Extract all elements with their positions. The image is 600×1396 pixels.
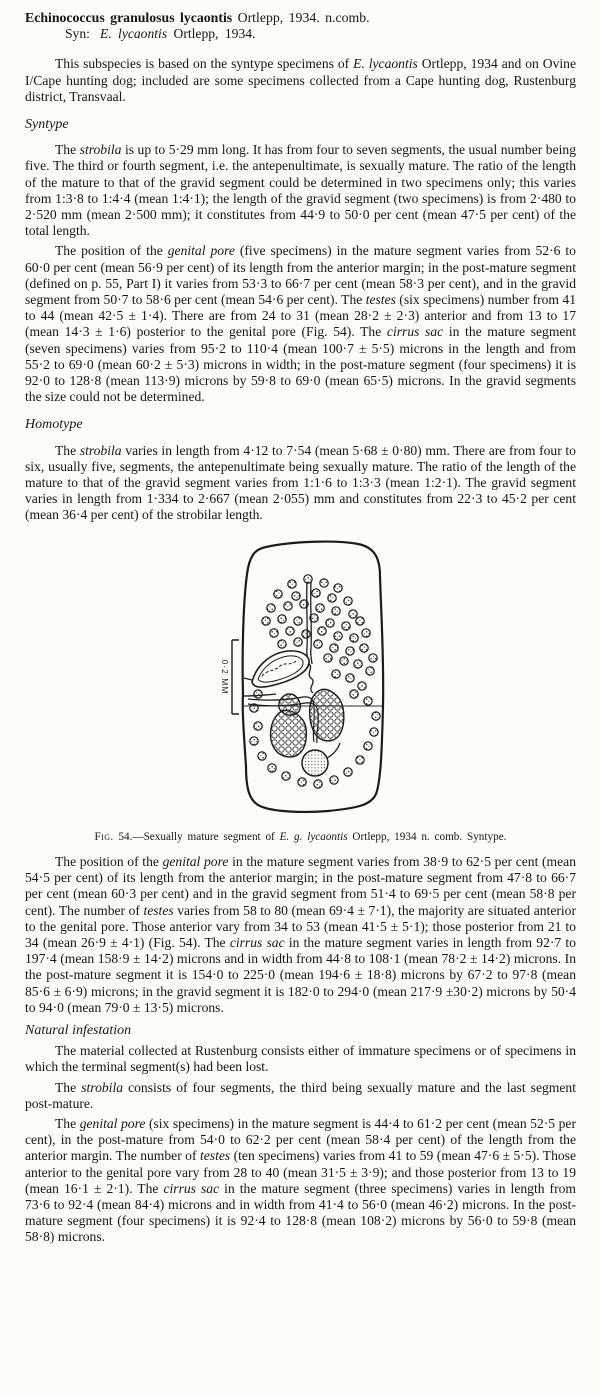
scale-bar — [232, 640, 239, 714]
natural-genital-pore-paragraph — [25, 1116, 576, 1246]
species-name: Echinococcus granulosus lycaontis — [25, 10, 233, 25]
figure-54-drawing — [208, 536, 393, 825]
text-run: The — [55, 142, 80, 158]
text-run: The — [55, 442, 80, 458]
natural-material-paragraph — [25, 1043, 576, 1075]
section-heading-syntype: Syntype — [25, 117, 69, 133]
synonym-species: E. lycaontis — [99, 26, 168, 42]
text-run: The — [55, 1115, 80, 1131]
text-run: (six specimens) in the mature segment is 44·4 to 61·2 per cent (mean 52·5 per cent), in the post-mature from 54·0 to 62·2 per cent (mean 58·4 per cent) of the length from the anterior margin. The number of — [25, 1115, 576, 1164]
natural-strobila-paragraph — [25, 1080, 576, 1112]
cirrus-sac — [252, 651, 309, 687]
term-italic: strobila — [79, 142, 122, 158]
synonym-authority: Ortlepp, 1934. — [167, 26, 256, 42]
ovary — [271, 689, 344, 757]
section-heading-natural-infestation: Natural infestation — [25, 1022, 132, 1038]
text-run: in the mature segment (seven specimens) varies from 95·2 to 110·4 (mean 100·7 ± 5·5) microns in the length and from 55·2 to 69·0 (mean 60·2 ± 5·3) microns in width; in the post-mature segment (four specimens) it is 92·0 to 128·8 (mean 113·9) microns by 59·8 to 69·0 (mean 65·5) microns. In the gravid segments the size could not be determined. — [25, 324, 576, 405]
mature-segment-illustration — [208, 536, 393, 821]
text-run: varies in length from 4·12 to 7·54 (mean 5·68 ± 0·80) mm. There are from four to six, usually five, segments, the antepenultimate being sexually mature. The ratio of the length of the mature to that of the gravid segment varies from 1:1·6 to 1:3·3 (mean 1:2·1). The gravid segment varies in length from 1·334 to 2·667 (mean 2·055) mm and constitutes from 22·3 to 45·2 per cent (mean 36·4 per cent) of the strobilar length. — [25, 442, 576, 523]
intro-paragraph — [25, 56, 576, 105]
homotype-genital-pore-paragraph — [25, 854, 576, 1016]
text-run: in the mature segment varies in length from 92·7 to 197·4 (mean 158·9 ± 14·2) microns and in width from 44·8 to 108·1 (mean 78·2 ± 14·2) microns. In the post-mature segment it is 154·0 to 225·0 (mean 194·6 ± 18·8) microns by 67·2 to 97·8 (mean 85·6 ± 6·9) microns; in the gravid segment it is 182·0 to 294·0 (mean 217·9 ±30·2) microns by 50·4 to 94·0 (mean 79·0 ± 13·5) microns. — [25, 934, 576, 1015]
species-authority: Ortlepp, 1934. n.comb. — [232, 10, 370, 25]
vitelline-gland — [302, 750, 328, 776]
section-heading-homotype: Homotype — [25, 417, 83, 433]
term-italic: cirrus sac — [163, 1180, 220, 1196]
ovary-lobe-left — [271, 710, 307, 757]
synonym-label: Syn: — [65, 26, 90, 42]
text-run: (six specimens) number from 41 to 44 (mean 42·5 ± 1·4). There are from 24 to 31 (mean 28·2 ± 2·3) anterior and from 13 to 17 (mean 14·3 ± 1·6) posterior to the genital pore (Fig. 54). The — [25, 292, 577, 340]
text-run: The material collected at Rustenburg consists either of immature specimens or of specimens in which the terminal segment(s) had been lost. — [25, 1043, 576, 1075]
synonym-line — [25, 26, 576, 42]
text-run: Ortlepp, 1934 and on Ovine I/Cape hunting dog; included are some specimens collected from a Cape hunting dog, Rustenburg district, Transvaal. — [25, 56, 576, 104]
text-run: The — [55, 1079, 82, 1095]
figure-54 — [25, 536, 576, 844]
scale-bar-label: 0·2 MM — [220, 659, 230, 695]
figure-label: Fig. — [94, 830, 114, 843]
text-run: This subspecies is based on the syntype specimens of — [55, 56, 354, 72]
term-italic: genital pore — [167, 243, 235, 259]
text-run: in the mature segment varies from 38·9 to 62·5 per cent (mean 54·5 per cent) of its length from the anterior margin; in the post-mature segment from 47·8 to 66·7 per cent (mean 60·3 per cent) and in the gravid segment from 51·4 to 69·5 per cent (mean 58·8 per cent). The number of — [25, 853, 576, 918]
text-run: (five specimens) in the mature segment varies from 52·6 to 60·0 per cent (mean 56·9 per cent) of its length from the anterior margin; in the post-mature segment (defined on p. 55, Part I) it varies from 53·3 to 66·7 per cent (mean 58·3 per cent), and in the gravid segment from 50·7 to 58·6 per cent (mean 54·6 per cent). The — [25, 243, 576, 308]
text-run: (ten specimens) varies from 41 to 59 (mean 47·6 ± 5·5). Those anterior to the genital pore vary from 28 to 40 (mean 31·5 ± 3·9); and those posterior from 13 to 19 (mean 16·1 ± 2·1). The — [25, 1148, 576, 1196]
homotype-strobila-paragraph — [25, 443, 576, 524]
species-title — [25, 10, 576, 26]
term-italic: cirrus sac — [386, 324, 444, 340]
species-italic: E. lycaontis — [353, 56, 418, 72]
text-run: varies from 58 to 80 (mean 69·4 ± 7·1), the majority are situated anterior to the genital pore. Those anterior vary from 34 to 53 (mean 41·5 ± 5·1); those posterior from 21 to 34 (mean 26·9 ± 4·1) (Fig. 54). The — [25, 902, 576, 950]
syntype-genital-pore-paragraph — [25, 243, 576, 405]
text-run: consists of four segments, the third being sexually mature and the last segment post-mature. — [25, 1079, 576, 1111]
term-italic: strobila — [81, 1079, 124, 1095]
species-italic: E. g. lycaontis — [279, 830, 348, 843]
ovary-lobe-right — [310, 689, 344, 741]
term-italic: genital pore — [79, 1115, 146, 1131]
ovary-lobe-upper — [279, 694, 301, 715]
term-italic: cirrus sac — [229, 934, 285, 950]
term-italic: genital pore — [162, 853, 229, 869]
text-run: The position of the — [55, 243, 168, 259]
syntype-strobila-paragraph — [25, 142, 576, 239]
text-run: 54.—Sexually mature segment of — [113, 830, 280, 843]
term-italic: strobila — [79, 442, 122, 458]
term-italic: testes — [365, 292, 396, 308]
figure-caption — [25, 831, 576, 844]
term-italic: testes — [199, 1148, 231, 1164]
text-run: in the mature segment (three specimens) varies in length from 73·6 to 92·4 (mean 84·4) microns and in width from 41·4 to 56·0 (mean 46·2) microns. In the post-mature segment (four specimens) it is 92·4 to 128·8 (mean 108·2) microns by 56·0 to 59·8 (mean 58·8) microns. — [25, 1180, 576, 1245]
term-italic: testes — [143, 902, 174, 918]
text-run: is up to 5·29 mm long. It has from four to seven segments, the usual number being five. The third or fourth segment, i.e. the antepenultimate, is sexually mature. The ratio of the length of the mature to that of the gravid segment could be determined in two specimens only; this varies from 1:3·8 to 1:4·4 (mean 1:4·1); the length of the gravid segment (two specimens) is from 2·480 to 2·520 mm (mean 2·500 mm); it constitutes from 44·9 to 50·0 per cent (mean 47·5 per cent) of the total length. — [25, 142, 576, 239]
text-run: Ortlepp, 1934 n. comb. Syntype. — [347, 830, 507, 843]
text-run: The position of the — [55, 853, 163, 869]
